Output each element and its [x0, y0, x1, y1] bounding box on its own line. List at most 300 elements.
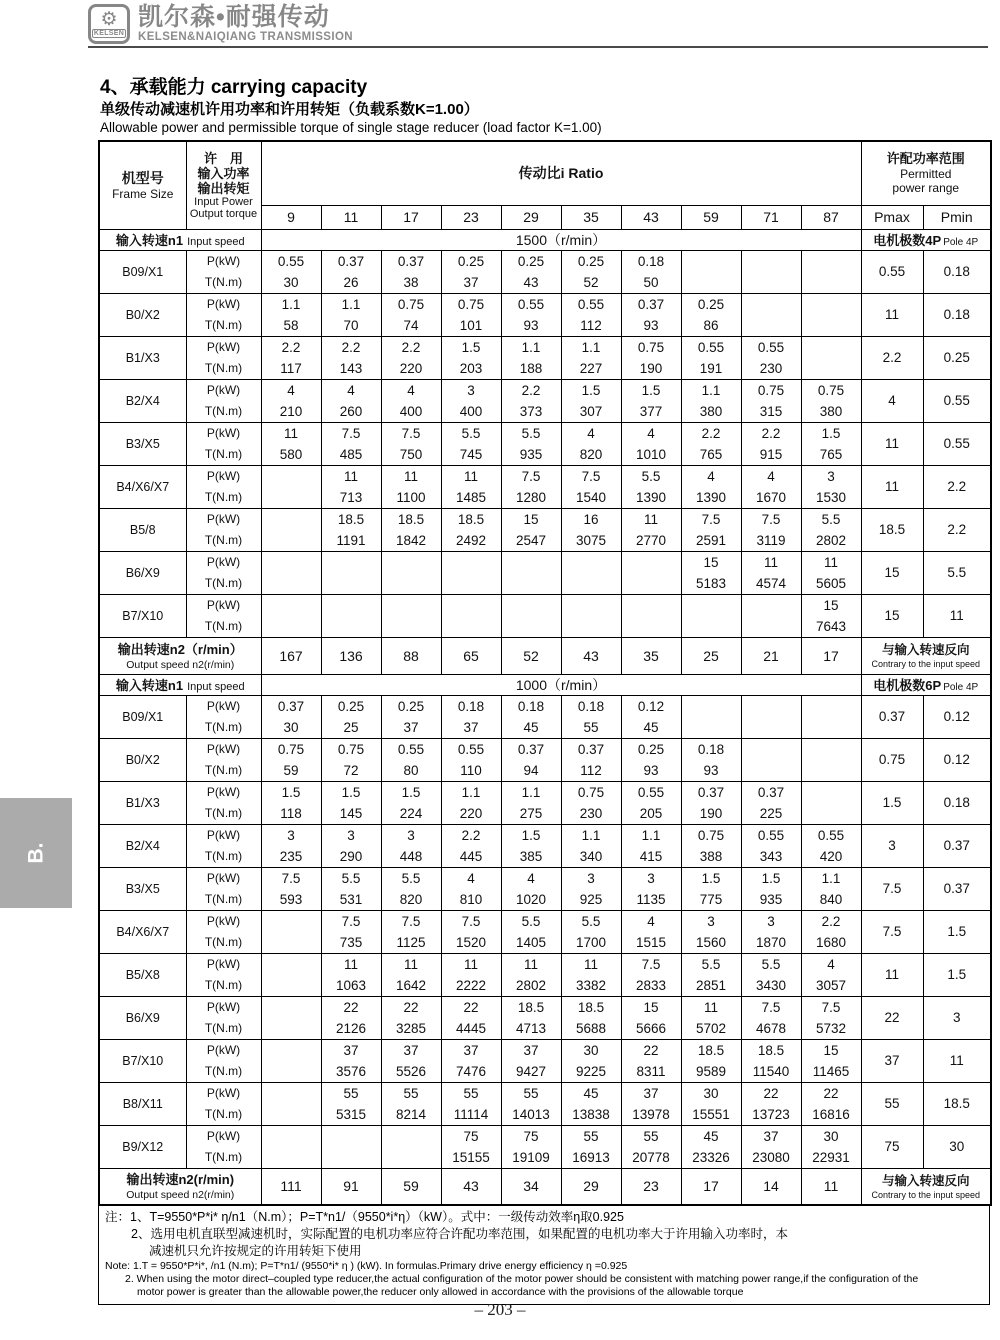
pt-value-cell: 0.75 380 [801, 379, 861, 422]
frame-size-header-en: Frame Size [112, 186, 174, 201]
pt-value-cell: 1.1 380 [681, 379, 741, 422]
pt-value-cell: 22 2126 [321, 996, 381, 1039]
pt-value-cell [681, 695, 741, 738]
pt-label-cell: P(kW) T(N.m) [186, 996, 261, 1039]
output-direction-note: 与输入转速反向 Contrary to the input speed [861, 1168, 991, 1205]
pmax-value-cell: 2.2 [861, 336, 923, 379]
pt-value-cell [261, 910, 321, 953]
frame-size-cell: B3/X5 [99, 867, 186, 910]
pt-value-cell: 3 235 [261, 824, 321, 867]
pt-value-cell: 0.25 43 [501, 250, 561, 293]
header-divider [88, 46, 988, 48]
pmin-value-cell: 0.18 [923, 781, 991, 824]
pt-value-cell: 15 5666 [621, 996, 681, 1039]
pmin-value-cell: 18.5 [923, 1082, 991, 1125]
pt-value-cell [261, 953, 321, 996]
permitted-header-zh: 许配功率范围 [886, 151, 965, 167]
pt-value-cell: 1.1 58 [261, 293, 321, 336]
pt-value-cell: 4 1515 [621, 910, 681, 953]
pt-value-cell: 1.5 377 [621, 379, 681, 422]
pt-value-cell [501, 594, 561, 637]
pt-label-cell: P(kW) T(N.m) [186, 867, 261, 910]
frame-size-cell: B7/X10 [99, 1039, 186, 1082]
frame-size-cell: B5/8 [99, 508, 186, 551]
output-speed-value: 17 [801, 637, 861, 674]
output-speed-label: 输出转速n2（r/min） Output speed n2(r/min) [99, 637, 261, 674]
pt-value-cell: 1.5 775 [681, 867, 741, 910]
output-speed-value: 23 [621, 1168, 681, 1205]
pt-value-cell: 2.2 220 [381, 336, 441, 379]
frame-size-header [99, 141, 186, 229]
brand-header [88, 4, 353, 44]
output-direction-note: 与输入转速反向 Contrary to the input speed [861, 637, 991, 674]
pt-value-cell: 5.5 2851 [681, 953, 741, 996]
power-header-en2: Output torque [189, 207, 258, 220]
model-row [99, 250, 991, 293]
pt-value-cell: 22 3285 [381, 996, 441, 1039]
pt-value-cell: 11 1063 [321, 953, 381, 996]
capacity-table [98, 140, 992, 1206]
pt-value-cell: 11 1485 [441, 465, 501, 508]
pt-value-cell: 1.1 70 [321, 293, 381, 336]
output-speed-value: 29 [561, 1168, 621, 1205]
pt-value-cell: 1.5 224 [381, 781, 441, 824]
pt-value-cell: 7.5 2591 [681, 508, 741, 551]
frame-size-cell: B8/X11 [99, 1082, 186, 1125]
logo-word: KELSEN [93, 30, 125, 37]
pt-value-cell: 2.2 143 [321, 336, 381, 379]
pmax-value-cell: 15 [861, 551, 923, 594]
pmax-value-cell: 55 [861, 1082, 923, 1125]
pt-value-cell: 11 713 [321, 465, 381, 508]
pt-value-cell: 0.18 55 [561, 695, 621, 738]
pmin-value-cell: 0.55 [923, 379, 991, 422]
model-row [99, 910, 991, 953]
model-row [99, 1039, 991, 1082]
pt-value-cell: 5.5 1390 [621, 465, 681, 508]
model-row [99, 781, 991, 824]
pt-value-cell: 2.2 915 [741, 422, 801, 465]
pt-value-cell: 5.5 2802 [801, 508, 861, 551]
pt-value-cell: 37 7476 [441, 1039, 501, 1082]
output-speed-value: 43 [561, 637, 621, 674]
pt-value-cell: 11 2802 [501, 953, 561, 996]
ratio-value: 43 [621, 205, 681, 229]
input-speed-row [99, 674, 991, 695]
pt-value-cell: 0.37 94 [501, 738, 561, 781]
pt-value-cell [441, 594, 501, 637]
pmin-value-cell: 1.5 [923, 910, 991, 953]
page-number: – 203 – [474, 1300, 526, 1319]
pt-value-cell: 0.25 52 [561, 250, 621, 293]
pmax-value-cell: 4 [861, 379, 923, 422]
pmin-header: Pmin [923, 205, 991, 229]
pmax-value-cell: 75 [861, 1125, 923, 1168]
pt-value-cell: 5.5 531 [321, 867, 381, 910]
pt-label-cell: P(kW) T(N.m) [186, 1125, 261, 1168]
pt-value-cell: 22 16816 [801, 1082, 861, 1125]
pt-value-cell [801, 695, 861, 738]
pt-value-cell: 18.5 4713 [501, 996, 561, 1039]
pt-value-cell: 0.55 93 [501, 293, 561, 336]
note-zh-2: 2、选用电机直联型减速机时，实际配置的电机功率应符合许配功率范围，如果配置的电机功率大于许用输入功率时，本 [131, 1227, 788, 1241]
pt-value-cell: 4 400 [381, 379, 441, 422]
pt-value-cell [261, 1125, 321, 1168]
input-speed-label: 输入转速n1 Input speed [99, 674, 261, 695]
ratio-value: 35 [561, 205, 621, 229]
pt-label-cell: P(kW) T(N.m) [186, 594, 261, 637]
pt-value-cell [261, 1039, 321, 1082]
frame-size-cell: B0/X2 [99, 738, 186, 781]
pt-value-cell: 1.1 188 [501, 336, 561, 379]
output-speed-value: 11 [801, 1168, 861, 1205]
pt-value-cell: 0.25 93 [621, 738, 681, 781]
pt-value-cell: 0.55 110 [441, 738, 501, 781]
pt-value-cell: 0.75 101 [441, 293, 501, 336]
pt-value-cell [561, 551, 621, 594]
pt-value-cell: 5.5 745 [441, 422, 501, 465]
pt-value-cell [261, 996, 321, 1039]
pt-value-cell: 0.18 45 [501, 695, 561, 738]
note-en-1: Note: 1.T = 9550*P*i*, /n1 (N.m); P=T*n1/ (9550*i* η ) (kW). In formulas.Primary drive energy efficiency η =0.925 [105, 1260, 628, 1272]
pt-value-cell [621, 594, 681, 637]
pt-value-cell: 2.2 117 [261, 336, 321, 379]
pt-value-cell [561, 594, 621, 637]
pmin-value-cell: 3 [923, 996, 991, 1039]
frame-size-cell: B09/X1 [99, 695, 186, 738]
power-header-zh3: 输出转矩 [197, 180, 250, 196]
pt-label-cell: P(kW) T(N.m) [186, 781, 261, 824]
output-speed-value: 136 [321, 637, 381, 674]
pt-value-cell: 11 5605 [801, 551, 861, 594]
pt-value-cell: 11 2770 [621, 508, 681, 551]
title-block [100, 76, 602, 136]
pt-value-cell: 30 15551 [681, 1082, 741, 1125]
ratio-value: 87 [801, 205, 861, 229]
pt-value-cell: 2.2 1680 [801, 910, 861, 953]
output-speed-row [99, 637, 991, 674]
pt-value-cell: 7.5 750 [381, 422, 441, 465]
pt-value-cell: 75 15155 [441, 1125, 501, 1168]
pt-value-cell: 22 4445 [441, 996, 501, 1039]
pmin-value-cell: 0.55 [923, 422, 991, 465]
section-index-label: B. [24, 842, 47, 864]
pt-value-cell: 0.37 93 [621, 293, 681, 336]
pt-value-cell: 1.5 307 [561, 379, 621, 422]
pt-value-cell: 11 1100 [381, 465, 441, 508]
pt-value-cell: 7.5 4678 [741, 996, 801, 1039]
subtitle-zh: 单级传动减速机许用功率和许用转矩（负载系数K=1.00） [100, 101, 479, 118]
pt-value-cell: 18.5 1842 [381, 508, 441, 551]
pt-value-cell: 0.37 30 [261, 695, 321, 738]
pt-value-cell: 7.5 1540 [561, 465, 621, 508]
frame-size-cell: B09/X1 [99, 250, 186, 293]
kelsen-logo [88, 4, 130, 44]
input-speed-value: 1000（r/min） [261, 674, 861, 695]
pt-value-cell [621, 551, 681, 594]
ratio-value: 71 [741, 205, 801, 229]
pt-value-cell: 5.5 1405 [501, 910, 561, 953]
pmin-value-cell: 0.37 [923, 824, 991, 867]
pmax-value-cell: 3 [861, 824, 923, 867]
permitted-header-en2: power range [892, 181, 960, 196]
pt-value-cell: 0.37 26 [321, 250, 381, 293]
pt-value-cell: 4 3057 [801, 953, 861, 996]
pt-value-cell: 15 5183 [681, 551, 741, 594]
pmax-value-cell: 18.5 [861, 508, 923, 551]
note-en-3: motor power is greater than the allowable power,the reducer only allowed in accordance with the provisions of the allowable torque [137, 1286, 744, 1298]
pt-value-cell: 5.5 820 [381, 867, 441, 910]
pt-value-cell: 7.5 1125 [381, 910, 441, 953]
input-speed-label: 输入转速n1 Input speed [99, 229, 261, 250]
frame-size-cell: B6/X9 [99, 551, 186, 594]
pt-value-cell [741, 293, 801, 336]
pt-value-cell: 3 1530 [801, 465, 861, 508]
pt-value-cell [801, 250, 861, 293]
pt-value-cell: 30 9225 [561, 1039, 621, 1082]
pt-value-cell: 4 810 [441, 867, 501, 910]
pt-value-cell: 1.1 840 [801, 867, 861, 910]
frame-size-cell: B1/X3 [99, 781, 186, 824]
power-header-zh1: 许 用 [203, 150, 243, 166]
model-row [99, 1125, 991, 1168]
pt-value-cell [321, 551, 381, 594]
power-header-zh2: 输入功率 [197, 165, 250, 181]
pt-value-cell: 1.5 935 [741, 867, 801, 910]
ratio-value: 9 [261, 205, 321, 229]
output-speed-value: 17 [681, 1168, 741, 1205]
model-row [99, 379, 991, 422]
pt-value-cell: 7.5 3119 [741, 508, 801, 551]
pt-value-cell: 37 9427 [501, 1039, 561, 1082]
frame-size-cell: B0/X2 [99, 293, 186, 336]
pt-value-cell [741, 738, 801, 781]
pt-value-cell [321, 1125, 381, 1168]
pmax-value-cell: 7.5 [861, 910, 923, 953]
pt-label-cell: P(kW) T(N.m) [186, 508, 261, 551]
pt-value-cell: 75 19109 [501, 1125, 561, 1168]
pt-value-cell [741, 594, 801, 637]
model-row [99, 953, 991, 996]
note-en-2: 2. When using the motor direct–coupled type reducer,the actual configuration of the motor power should be consistent with matching power range,if the configuration of the [125, 1273, 919, 1285]
pt-value-cell: 3 290 [321, 824, 381, 867]
pt-value-cell: 0.25 37 [381, 695, 441, 738]
pt-label-cell: P(kW) T(N.m) [186, 551, 261, 594]
model-row [99, 293, 991, 336]
pmin-value-cell: 30 [923, 1125, 991, 1168]
pt-value-cell: 22 13723 [741, 1082, 801, 1125]
pt-label-cell: P(kW) T(N.m) [186, 293, 261, 336]
pt-label-cell: P(kW) T(N.m) [186, 422, 261, 465]
pt-value-cell: 11 1642 [381, 953, 441, 996]
pt-value-cell: 0.75 388 [681, 824, 741, 867]
input-speed-value: 1500（r/min） [261, 229, 861, 250]
output-speed-value: 14 [741, 1168, 801, 1205]
ratio-value: 17 [381, 205, 441, 229]
pt-value-cell: 0.37 112 [561, 738, 621, 781]
pt-value-cell: 0.55 205 [621, 781, 681, 824]
pt-value-cell: 3 400 [441, 379, 501, 422]
output-speed-value: 91 [321, 1168, 381, 1205]
pmin-value-cell: 2.2 [923, 465, 991, 508]
output-speed-value: 59 [381, 1168, 441, 1205]
brand-name-en: KELSEN&NAIQIANG TRANSMISSION [138, 31, 354, 43]
pt-label-cell: P(kW) T(N.m) [186, 738, 261, 781]
pt-value-cell: 3 1560 [681, 910, 741, 953]
model-row [99, 996, 991, 1039]
frame-size-cell: B4/X6/X7 [99, 910, 186, 953]
power-header-en1: Input Power [194, 195, 253, 208]
ratio-value: 11 [321, 205, 381, 229]
pmax-value-cell: 0.37 [861, 695, 923, 738]
input-speed-row [99, 229, 991, 250]
brand-text [138, 4, 353, 44]
pt-value-cell: 7.5 735 [321, 910, 381, 953]
pmin-value-cell: 1.5 [923, 953, 991, 996]
pt-value-cell [801, 336, 861, 379]
pt-value-cell: 45 13838 [561, 1082, 621, 1125]
pt-label-cell: P(kW) T(N.m) [186, 1039, 261, 1082]
brand-name-zh: 凯尔森•耐强传动 [138, 3, 330, 31]
pt-value-cell: 7.5 485 [321, 422, 381, 465]
motor-pole-cell: 电机极数4P Pole 4P [861, 229, 991, 250]
pt-value-cell: 30 22931 [801, 1125, 861, 1168]
pmax-header: Pmax [861, 205, 923, 229]
pt-value-cell [801, 293, 861, 336]
pt-value-cell: 1.5 203 [441, 336, 501, 379]
pt-value-cell: 0.55 191 [681, 336, 741, 379]
pt-value-cell: 0.55 230 [741, 336, 801, 379]
pt-value-cell: 55 20778 [621, 1125, 681, 1168]
motor-pole-cell: 电机极数6P Pole 4P [861, 674, 991, 695]
pmin-value-cell: 0.18 [923, 293, 991, 336]
model-row [99, 551, 991, 594]
pt-value-cell: 2.2 445 [441, 824, 501, 867]
input-power-header [186, 141, 261, 229]
pt-value-cell [261, 594, 321, 637]
model-row [99, 867, 991, 910]
pmax-value-cell: 11 [861, 422, 923, 465]
model-row [99, 738, 991, 781]
table-header-row [99, 141, 991, 205]
pmax-value-cell: 22 [861, 996, 923, 1039]
pt-value-cell: 15 2547 [501, 508, 561, 551]
pt-value-cell [501, 551, 561, 594]
frame-size-cell: B3/X5 [99, 422, 186, 465]
ratio-header: 传动比i Ratio [261, 141, 861, 205]
pmax-value-cell: 7.5 [861, 867, 923, 910]
output-speed-value: 65 [441, 637, 501, 674]
pt-value-cell: 0.55 30 [261, 250, 321, 293]
pt-value-cell: 7.5 593 [261, 867, 321, 910]
pt-value-cell: 55 16913 [561, 1125, 621, 1168]
pt-value-cell: 0.55 343 [741, 824, 801, 867]
pt-value-cell [381, 551, 441, 594]
pt-value-cell: 0.55 80 [381, 738, 441, 781]
pt-value-cell: 0.25 86 [681, 293, 741, 336]
pt-value-cell [441, 551, 501, 594]
gear-icon: ⚙ [100, 9, 118, 30]
model-row [99, 594, 991, 637]
pt-value-cell: 0.75 59 [261, 738, 321, 781]
pt-value-cell: 5.5 935 [501, 422, 561, 465]
output-speed-value: 21 [741, 637, 801, 674]
pt-value-cell: 2.2 373 [501, 379, 561, 422]
pmax-value-cell: 15 [861, 594, 923, 637]
pmin-value-cell: 5.5 [923, 551, 991, 594]
pt-value-cell [801, 781, 861, 824]
pt-value-cell [261, 465, 321, 508]
pt-label-cell: P(kW) T(N.m) [186, 465, 261, 508]
section-index-tab [0, 798, 72, 908]
pt-value-cell: 1.1 227 [561, 336, 621, 379]
pt-value-cell [321, 594, 381, 637]
pt-label-cell: P(kW) T(N.m) [186, 824, 261, 867]
pt-value-cell: 1.1 220 [441, 781, 501, 824]
note-zh-3: 减速机只允许按规定的许用转矩下使用 [149, 1244, 362, 1258]
pt-value-cell [381, 594, 441, 637]
pt-label-cell: P(kW) T(N.m) [186, 336, 261, 379]
pt-value-cell [261, 551, 321, 594]
capacity-table-body [99, 141, 991, 1205]
model-row [99, 465, 991, 508]
pt-value-cell: 16 3075 [561, 508, 621, 551]
pt-value-cell: 0.37 225 [741, 781, 801, 824]
pt-value-cell: 0.25 37 [441, 250, 501, 293]
pmin-value-cell: 0.18 [923, 250, 991, 293]
pt-label-cell: P(kW) T(N.m) [186, 250, 261, 293]
pt-value-cell: 2.2 765 [681, 422, 741, 465]
output-speed-value: 52 [501, 637, 561, 674]
pmin-value-cell: 0.12 [923, 695, 991, 738]
pt-value-cell: 37 13978 [621, 1082, 681, 1125]
output-speed-label: 输出转速n2(r/min) Output speed n2(r/min) [99, 1168, 261, 1205]
pmin-value-cell: 0.37 [923, 867, 991, 910]
pt-value-cell: 55 8214 [381, 1082, 441, 1125]
pt-value-cell: 5.5 1700 [561, 910, 621, 953]
frame-size-cell: B7/X10 [99, 594, 186, 637]
pmax-value-cell: 11 [861, 953, 923, 996]
pt-value-cell: 1.5 385 [501, 824, 561, 867]
model-row [99, 336, 991, 379]
pmin-value-cell: 2.2 [923, 508, 991, 551]
pt-value-cell: 4 1670 [741, 465, 801, 508]
pt-value-cell: 37 5526 [381, 1039, 441, 1082]
pt-value-cell: 0.25 25 [321, 695, 381, 738]
pt-value-cell: 3 448 [381, 824, 441, 867]
frame-size-cell: B4/X6/X7 [99, 465, 186, 508]
pt-value-cell [681, 594, 741, 637]
pt-value-cell: 0.18 37 [441, 695, 501, 738]
pmax-value-cell: 37 [861, 1039, 923, 1082]
pt-value-cell: 45 23326 [681, 1125, 741, 1168]
pt-value-cell: 4 1010 [621, 422, 681, 465]
output-speed-value: 34 [501, 1168, 561, 1205]
output-speed-value: 35 [621, 637, 681, 674]
pt-value-cell: 0.75 72 [321, 738, 381, 781]
pt-value-cell: 7.5 1280 [501, 465, 561, 508]
pmax-value-cell: 0.75 [861, 738, 923, 781]
pt-value-cell [261, 508, 321, 551]
pt-value-cell: 0.55 420 [801, 824, 861, 867]
pt-label-cell: P(kW) T(N.m) [186, 379, 261, 422]
pt-value-cell: 0.18 93 [681, 738, 741, 781]
pt-value-cell: 18.5 9589 [681, 1039, 741, 1082]
pt-value-cell: 18.5 11540 [741, 1039, 801, 1082]
pt-value-cell: 1.1 275 [501, 781, 561, 824]
pmin-value-cell: 11 [923, 594, 991, 637]
pt-value-cell: 1.1 340 [561, 824, 621, 867]
